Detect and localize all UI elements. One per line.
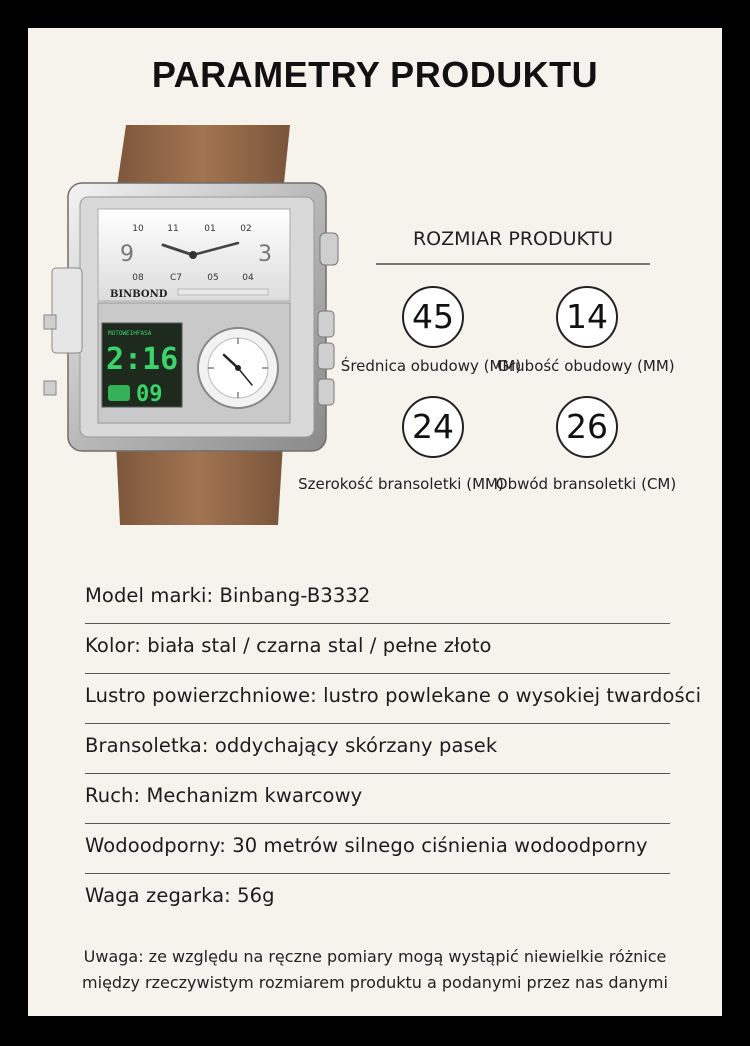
spec-row-waterproof: Wodoodporny: 30 metrów silnego ciśnienia wodoodporny [85,823,670,874]
dial-number: C7 [169,273,183,283]
dial-number: 11 [167,224,179,234]
svg-text:9: 9 [120,242,134,267]
spec-row-mirror: Lustro powierzchniowe: lustro powlekane o wysokiej twardości [85,673,670,724]
dial-number: 04 [242,273,254,283]
brand-logo: BINBOND [110,289,168,300]
page-title: PARAMETRY PRODUKTU [151,54,599,95]
band-circumference-value: 26 [556,396,618,458]
lcd-label: MOTOWEIHFASA [108,330,152,337]
watch-image [38,123,350,528]
dial-number: 01 [204,224,216,234]
svg-text:2:16: 2:16 [106,342,179,377]
spec-row-model: Model marki: Binbang-B3332 [85,573,670,624]
spec-row-color: Kolor: biała stal / czarna stal / pełne złoto [85,623,670,674]
dial-number: 10 [132,224,144,234]
spec-row-movement: Ruch: Mechanizm kwarcowy [85,773,670,824]
case-diameter-label: Średnica obudowy (MM) [340,357,522,375]
size-title-underline [376,263,650,265]
case-thickness-value: 14 [556,286,618,348]
svg-text:3: 3 [258,242,272,267]
spec-row-weight: Waga zegarka: 56g [85,884,275,907]
band-width-label: Szerokość bransoletki (MM) [298,475,504,493]
note-line-2: między rzeczywistym rozmiarem produktu a podanymi przez nas danymi [82,973,668,992]
product-parameters-page [28,28,722,1016]
svg-text:09: 09 [136,382,163,407]
case-thickness-label: Grubość obudowy (MM) [497,357,675,375]
dial-number: 02 [240,224,252,234]
band-width-value: 24 [402,396,464,458]
dial-number: 05 [207,273,219,283]
note-line-1: Uwaga: ze względu na ręczne pomiary mogą wystąpić niewielkie różnice [83,947,667,966]
spec-row-bracelet: Bransoletka: oddychający skórzany pasek [85,723,670,774]
dial-number: 08 [132,273,144,283]
case-diameter-value: 45 [402,286,464,348]
size-section-title: ROZMIAR PRODUKTU [412,228,614,250]
band-circumference-label: Obwód bransoletki (CM) [495,475,677,493]
